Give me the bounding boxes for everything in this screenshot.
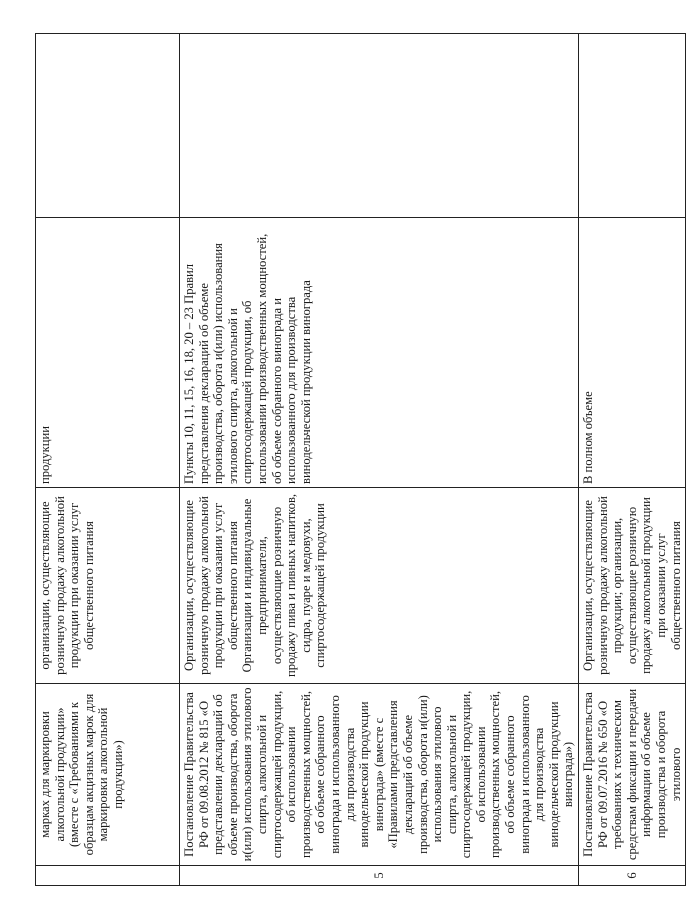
row-number: 5: [371, 872, 386, 879]
requirements-text: Пункты 10, 11, 15, 16, 18, 20 – 23 Правил представления деклараций об объеме производства, оборота и(или) использования этилового спирта, алкогольной и спиртосодержащей продукции, об использовании производственных мощностей, об объеме собранного винограда и использованного для производства винодельческой продукции винограда: [182, 233, 313, 484]
subjects-cell: [180, 488, 579, 684]
subjects-cell: [36, 488, 180, 684]
table-row-continued: [36, 34, 180, 886]
subjects-text-2: Организации и индивидуальные предприниматели, осуществляющие розничную продажу пива и пивных напитков, сидра, пуаре и медовухи, спиртосодержащей продукции: [240, 493, 328, 678]
requirements-text: В полном объеме: [581, 391, 596, 484]
legal-act-text: марках для маркировки алкогольной продукции» (вместе с «Требованиями к образцам акцизных марок для маркировки алкогольной продукции»): [38, 693, 125, 856]
regulation-table: [35, 33, 686, 886]
table-row-5: [180, 34, 579, 886]
row-number-cell: [180, 866, 579, 886]
extra-cell: [36, 34, 180, 218]
extra-cell: [579, 34, 686, 218]
row-number-cell: [36, 866, 180, 886]
requirements-cell: [579, 218, 686, 488]
rotated-table-wrapper: [35, 34, 683, 886]
row-number: 6: [624, 872, 639, 879]
requirements-cell: [36, 218, 180, 488]
legal-act-cell: [36, 684, 180, 866]
subjects-text: организации, осуществляющие розничную продажу алкогольной продукции при оказании услуг общественного питания: [38, 496, 96, 675]
subjects-text: Организации, осуществляющие розничную продажу алкогольной продукции; организации, осуществляющие розничную продажу алкогольной продукции при оказании услуг общественного питания: [581, 496, 683, 675]
legal-act-cell: [180, 684, 579, 866]
subjects-text-1: Организации, осуществляющие розничную продажу алкогольной продукции при оказании услуг общественного питания: [182, 496, 240, 675]
extra-cell: [180, 34, 579, 218]
requirements-cell: [180, 218, 579, 488]
subjects-cell: [579, 488, 686, 684]
legal-act-text: Постановление Правительства РФ от 09.08.2012 № 815 «О представлении деклараций об объеме производства, оборота и(или) использования этилового спирта, алкогольной и спиртосодержащей продукции, об использовании производственных мощностей, об объеме собранного винограда и использованного для производства винодельческой продукции винограда» (вместе с «Правилами представления деклараций об объеме производства, оборота и(или) использования этилового спирта, алкогольной и спиртосодержащей продукции, об использовании производственных мощностей, об объеме собранного винограда и использованного для производства винодельческой продукции винограда»): [182, 687, 576, 862]
table-row-6: [579, 34, 686, 886]
legal-act-text: Постановление Правительства РФ от 09.07.2016 № 650 «О требованиях к техническим средствам фиксации и передачи информации об объеме производства и оборота этилового: [581, 688, 683, 861]
row-number-cell: [579, 866, 686, 886]
requirements-text: продукции: [38, 425, 52, 484]
legal-act-cell: [579, 684, 686, 866]
